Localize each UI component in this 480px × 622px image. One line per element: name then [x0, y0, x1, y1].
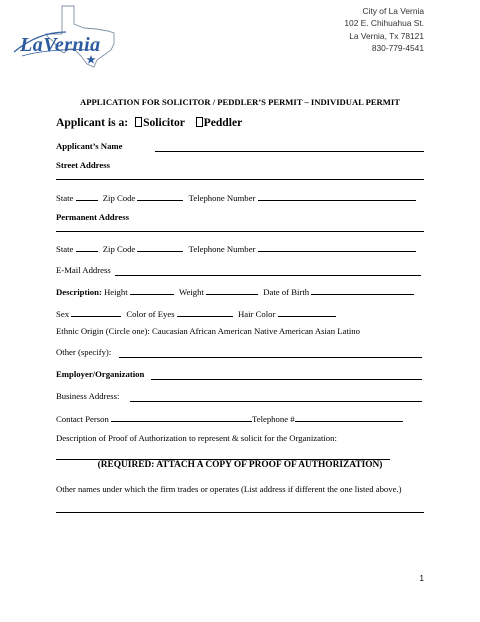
zip-code-field[interactable]	[137, 192, 183, 201]
appearance-row	[56, 308, 336, 320]
email-field[interactable]	[115, 275, 421, 276]
form-title: APPLICATION FOR SOLICITOR / PEDDLER’S PERMIT – INDIVIDUAL PERMIT	[80, 97, 400, 107]
permanent-address-label: Permanent Address	[56, 212, 129, 222]
contact-telephone-field[interactable]	[295, 413, 403, 422]
height-label: Height	[104, 287, 128, 297]
business-address-label: Business Address:	[56, 391, 120, 401]
peddler-label: Peddler	[203, 116, 243, 129]
zip-code-label: Zip Code	[102, 244, 136, 254]
solicitor-checkbox[interactable]	[135, 117, 142, 127]
applicant-type-label: Applicant is a:	[56, 116, 129, 129]
zip-code-label: Zip Code	[102, 193, 136, 203]
street-address-field[interactable]	[56, 179, 424, 180]
permanent-address-field[interactable]	[56, 231, 424, 232]
other-specify-label: Other (specify):	[56, 347, 112, 357]
contact-person-label: Contact Person	[56, 414, 109, 424]
telephone-number-label: Telephone Number	[188, 244, 256, 254]
state-label: State	[56, 193, 74, 203]
state-label: State	[56, 244, 74, 254]
telephone-hash-label: Telephone #	[252, 414, 295, 424]
address-line: La Vernia, Tx 78121	[349, 30, 424, 41]
solicitor-label: Solicitor	[143, 116, 185, 129]
weight-field[interactable]	[206, 286, 258, 295]
applicant-name-field[interactable]	[155, 151, 424, 152]
hair-color-label: Hair Color	[237, 309, 276, 319]
description-row	[56, 286, 414, 298]
contact-row-street	[56, 192, 416, 204]
other-names-field[interactable]	[56, 512, 424, 513]
applicant-name-label: Applicant’s Name	[56, 141, 123, 151]
state-field[interactable]	[76, 192, 98, 201]
business-address-field[interactable]	[130, 401, 422, 402]
address-line: 102 E. Chihuahua St.	[344, 18, 424, 29]
eye-color-field[interactable]	[177, 308, 233, 317]
email-label: E-Mail Address	[56, 265, 111, 275]
contact-row-permanent	[56, 243, 416, 255]
weight-label: Weight	[179, 287, 204, 297]
svg-text:LaVernia: LaVernia	[20, 34, 101, 56]
sex-field[interactable]	[71, 308, 121, 317]
star-icon	[86, 55, 95, 64]
address-line: 830-779-4541	[371, 43, 424, 54]
hair-color-field[interactable]	[278, 308, 336, 317]
proof-description-label: Description of Proof of Authorization to represent & solicit for the Organization:	[56, 433, 337, 443]
other-names-label: Other names under which the firm trades or operates (List address if different the one listed above.)	[56, 484, 402, 494]
zip-code-field[interactable]	[137, 243, 183, 252]
required-proof-note: (REQUIRED: ATTACH A COPY OF PROOF OF AUTHORIZATION)	[97, 460, 383, 470]
peddler-checkbox[interactable]	[196, 117, 203, 127]
eye-color-label: Color of Eyes	[126, 309, 175, 319]
telephone-number-field[interactable]	[258, 243, 416, 252]
date-of-birth-label: Date of Birth	[263, 287, 310, 297]
height-field[interactable]	[130, 286, 174, 295]
la-vernia-logo	[8, 4, 134, 68]
employer-organization-field[interactable]	[151, 379, 422, 380]
address-line: City of La Vernia	[362, 6, 424, 16]
sex-label: Sex	[56, 309, 70, 319]
city-address-block	[344, 5, 424, 55]
applicant-type-row	[56, 117, 242, 128]
telephone-number-label: Telephone Number	[188, 193, 256, 203]
contact-person-row	[56, 413, 403, 425]
contact-person-field[interactable]	[111, 413, 252, 422]
date-of-birth-field[interactable]	[311, 286, 414, 295]
telephone-number-field[interactable]	[258, 192, 416, 201]
page-number: 1	[419, 574, 424, 583]
other-specify-field[interactable]	[119, 357, 422, 358]
ethnic-origin-row[interactable]: Ethnic Origin (Circle one): Caucasian African American Native American Asian Latino	[56, 326, 360, 336]
employer-organization-label: Employer/Organization	[56, 369, 145, 379]
description-label: Description:	[56, 287, 102, 297]
street-address-label: Street Address	[56, 160, 110, 170]
state-field[interactable]	[76, 243, 98, 252]
